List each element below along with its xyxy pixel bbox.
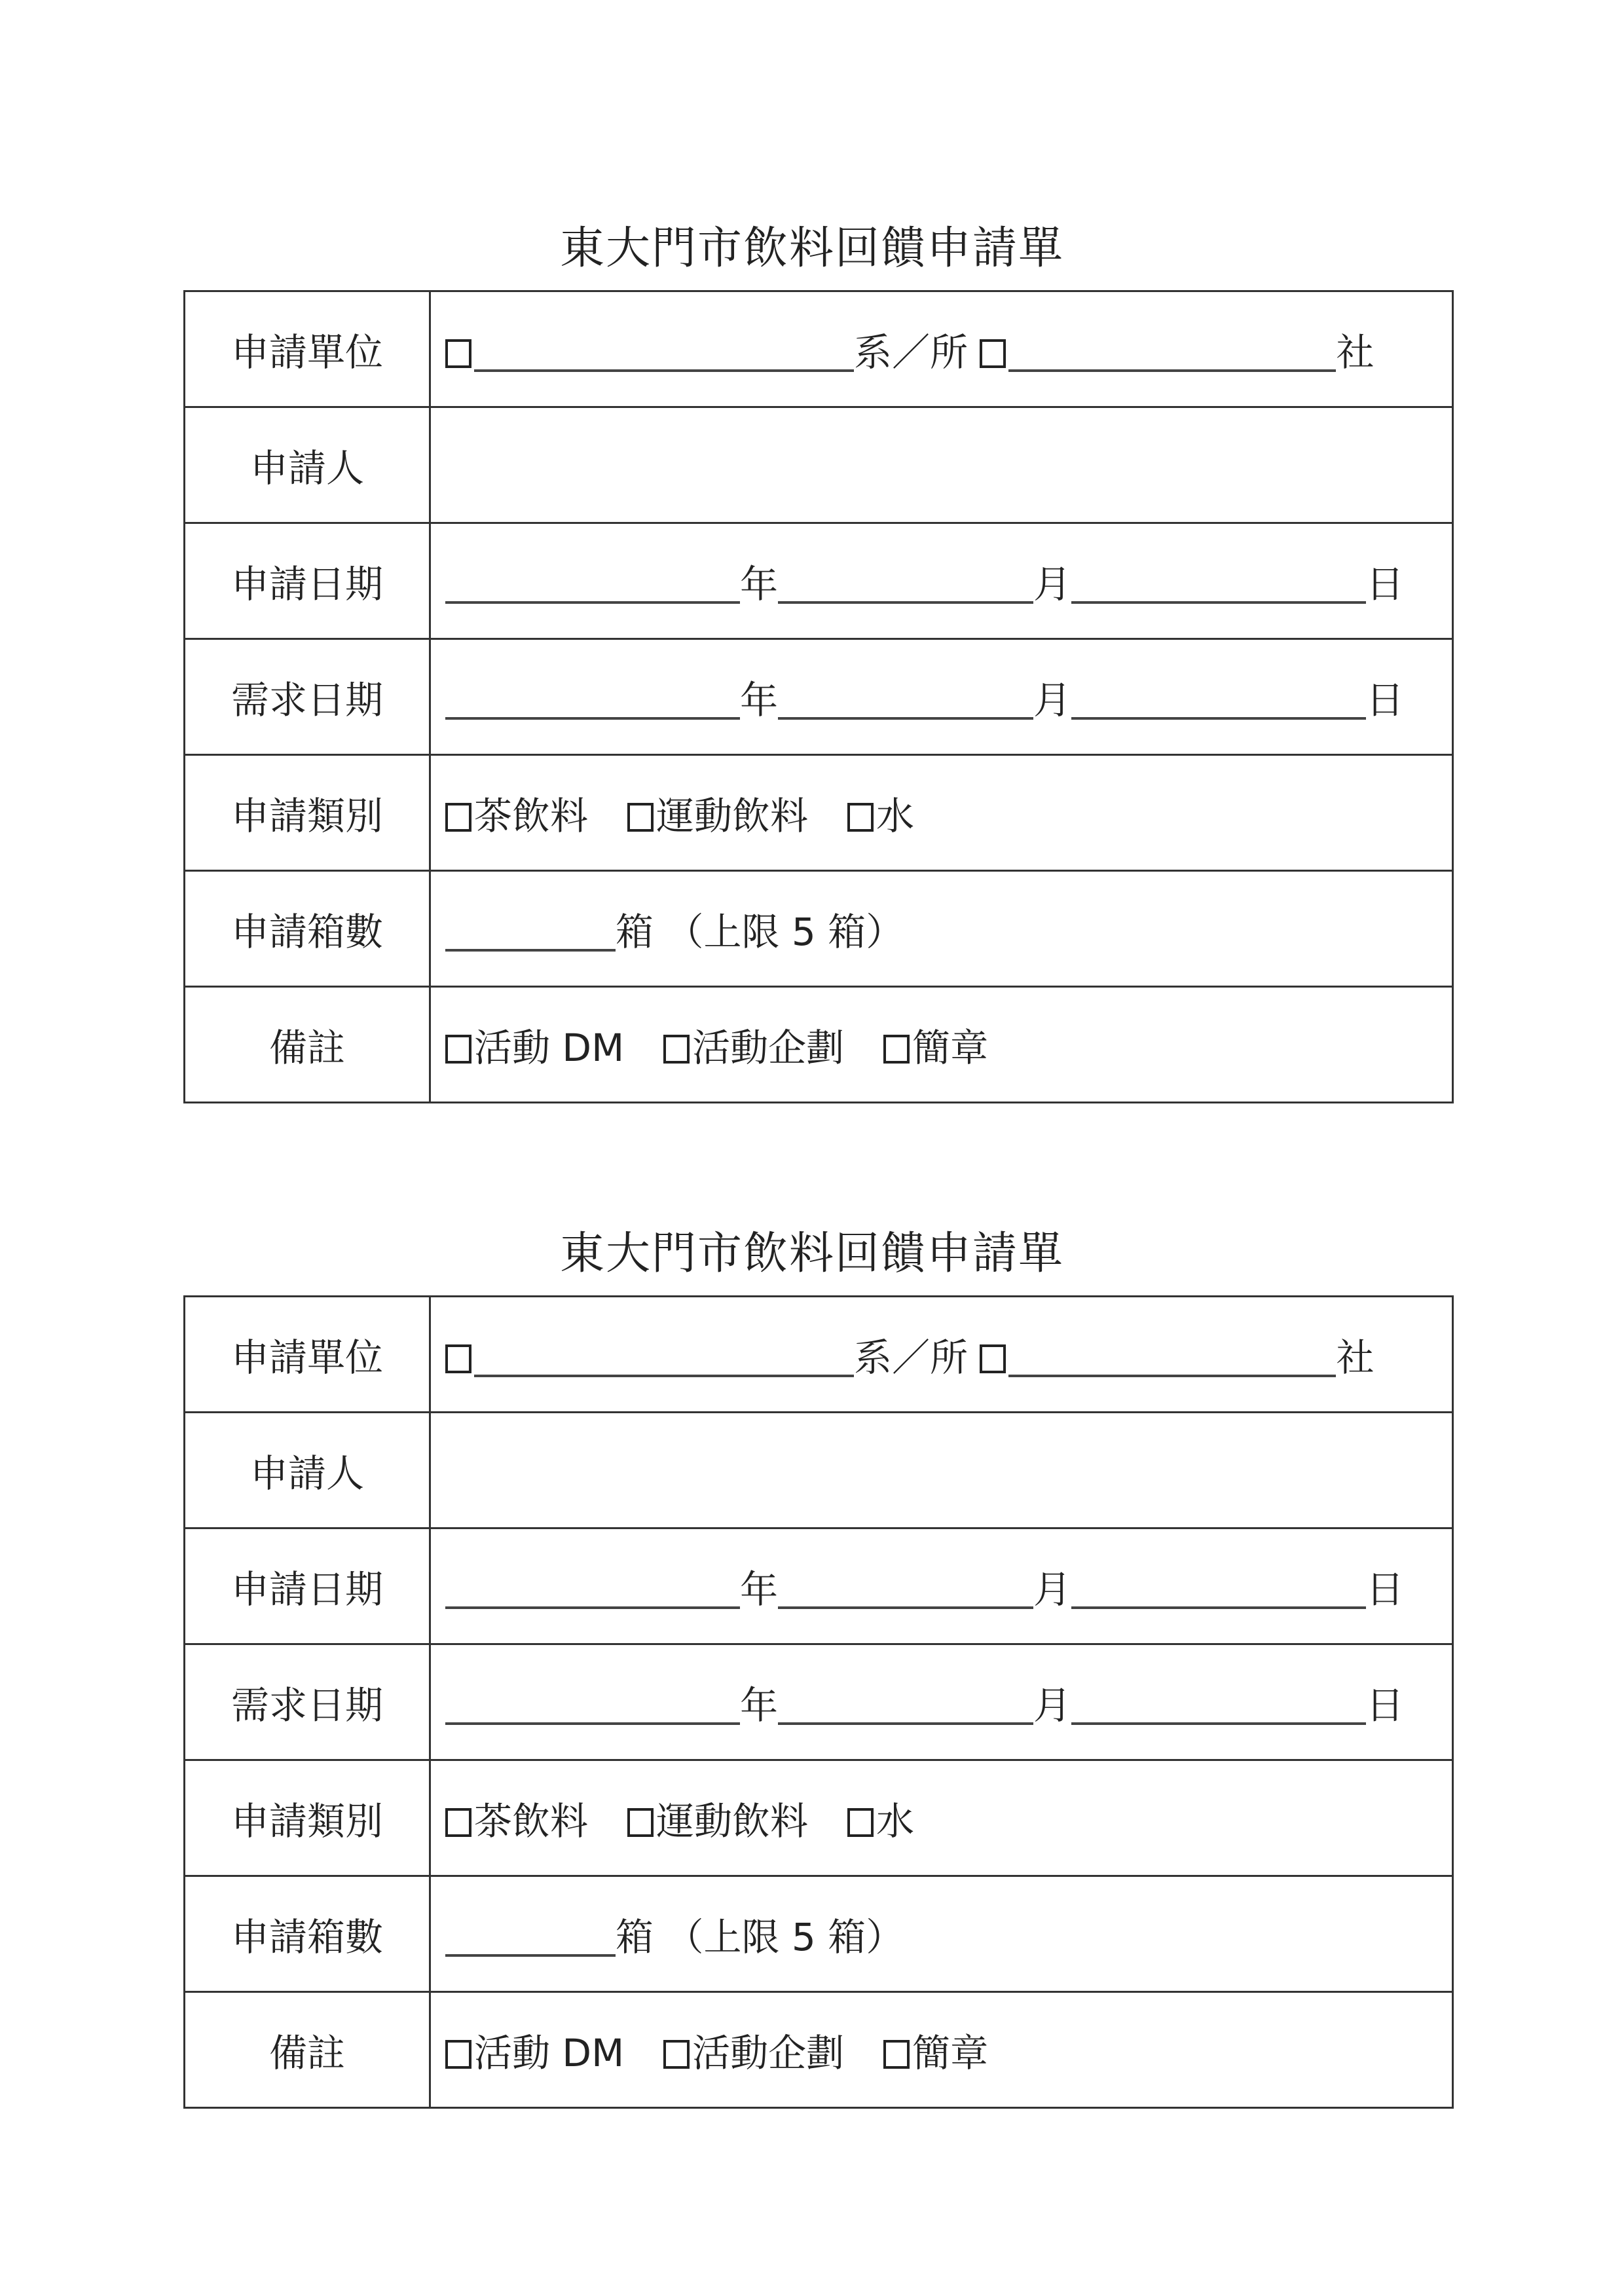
box-limit-note: （上限 5 箱） xyxy=(665,910,904,954)
brochure-label: 簡章 xyxy=(912,1026,989,1070)
tea-checkbox[interactable] xyxy=(445,1808,471,1837)
club-suffix: 社 xyxy=(1336,330,1375,375)
row-remarks xyxy=(185,1992,1453,2108)
brochure-checkbox[interactable] xyxy=(883,2040,910,2069)
club-suffix: 社 xyxy=(1336,1335,1375,1380)
club-checkbox[interactable] xyxy=(980,339,1006,368)
department-blank[interactable] xyxy=(474,1342,854,1377)
department-blank[interactable] xyxy=(474,337,854,372)
need-day-blank[interactable] xyxy=(1071,1690,1366,1725)
row-boxes xyxy=(185,871,1453,987)
applicant-label: 申請人 xyxy=(185,407,430,523)
tea-checkbox[interactable] xyxy=(445,803,471,832)
row-apply-date xyxy=(185,523,1453,639)
box-unit: 箱 xyxy=(616,910,654,954)
sports-drink-label: 運動飲料 xyxy=(656,1799,809,1843)
form-title: 東大門市飲料回饋申請單 xyxy=(559,223,1064,274)
applicant-label: 申請人 xyxy=(185,1413,430,1528)
event-plan-checkbox[interactable] xyxy=(663,1035,690,1064)
event-dm-checkbox[interactable] xyxy=(445,2040,471,2069)
applicant-field[interactable] xyxy=(430,1413,1453,1528)
club-blank[interactable] xyxy=(1008,1342,1336,1377)
water-label: 水 xyxy=(876,794,915,838)
dept-suffix: 系／所 xyxy=(854,330,969,375)
water-checkbox[interactable] xyxy=(847,803,874,832)
box-count-blank[interactable] xyxy=(445,916,616,952)
row-unit xyxy=(185,1297,1453,1413)
box-unit: 箱 xyxy=(616,1915,654,1959)
unit-label: 申請單位 xyxy=(185,1297,430,1413)
application-form-table xyxy=(183,290,1454,1103)
application-form-table xyxy=(183,1295,1454,2109)
month-label: 月 xyxy=(1033,678,1072,722)
month-label: 月 xyxy=(1033,1567,1072,1612)
club-checkbox[interactable] xyxy=(980,1344,1006,1373)
club-blank[interactable] xyxy=(1008,337,1336,372)
department-checkbox[interactable] xyxy=(445,339,471,368)
event-plan-label: 活動企劃 xyxy=(692,2031,845,2075)
need-month-blank[interactable] xyxy=(778,1690,1033,1725)
tea-label: 茶飲料 xyxy=(474,1799,589,1843)
row-need-date xyxy=(185,1644,1453,1760)
day-label: 日 xyxy=(1366,562,1405,606)
day-label: 日 xyxy=(1366,1683,1405,1728)
sports-drink-checkbox[interactable] xyxy=(627,1808,654,1837)
boxes-label: 申請箱數 xyxy=(185,871,430,987)
box-count-blank[interactable] xyxy=(445,1921,616,1957)
need-year-blank[interactable] xyxy=(445,1690,740,1725)
apply-month-blank[interactable] xyxy=(778,1574,1033,1609)
dept-suffix: 系／所 xyxy=(854,1335,969,1380)
year-label: 年 xyxy=(740,1683,779,1728)
apply-year-blank[interactable] xyxy=(445,1574,740,1609)
row-applicant xyxy=(185,407,1453,523)
brochure-checkbox[interactable] xyxy=(883,1035,910,1064)
need-date-label: 需求日期 xyxy=(185,639,430,755)
category-label: 申請類別 xyxy=(185,1760,430,1876)
row-boxes xyxy=(185,1876,1453,1992)
remarks-label: 備註 xyxy=(185,1992,430,2108)
row-remarks xyxy=(185,987,1453,1103)
brochure-label: 簡章 xyxy=(912,2031,989,2075)
year-label: 年 xyxy=(740,678,779,722)
month-label: 月 xyxy=(1033,562,1072,606)
event-plan-checkbox[interactable] xyxy=(663,2040,690,2069)
row-apply-date xyxy=(185,1528,1453,1644)
day-label: 日 xyxy=(1366,1567,1405,1612)
event-plan-label: 活動企劃 xyxy=(692,1026,845,1070)
day-label: 日 xyxy=(1366,678,1405,722)
form-title: 東大門市飲料回饋申請單 xyxy=(559,1228,1064,1280)
apply-date-label: 申請日期 xyxy=(185,523,430,639)
need-day-blank[interactable] xyxy=(1071,684,1366,720)
apply-year-blank[interactable] xyxy=(445,568,740,604)
need-date-label: 需求日期 xyxy=(185,1644,430,1760)
category-label: 申請類別 xyxy=(185,755,430,871)
sports-drink-label: 運動飲料 xyxy=(656,794,809,838)
sports-drink-checkbox[interactable] xyxy=(627,803,654,832)
row-category xyxy=(185,755,1453,871)
applicant-field[interactable] xyxy=(430,407,1453,523)
event-dm-checkbox[interactable] xyxy=(445,1035,471,1064)
water-checkbox[interactable] xyxy=(847,1808,874,1837)
month-label: 月 xyxy=(1033,1683,1072,1728)
row-unit xyxy=(185,291,1453,407)
apply-month-blank[interactable] xyxy=(778,568,1033,604)
row-need-date xyxy=(185,639,1453,755)
tea-label: 茶飲料 xyxy=(474,794,589,838)
remarks-label: 備註 xyxy=(185,987,430,1103)
year-label: 年 xyxy=(740,1567,779,1612)
apply-date-label: 申請日期 xyxy=(185,1528,430,1644)
event-dm-label: 活動 DM xyxy=(474,2031,625,2075)
unit-label: 申請單位 xyxy=(185,291,430,407)
water-label: 水 xyxy=(876,1799,915,1843)
box-limit-note: （上限 5 箱） xyxy=(665,1915,904,1959)
event-dm-label: 活動 DM xyxy=(474,1026,625,1070)
year-label: 年 xyxy=(740,562,779,606)
row-applicant xyxy=(185,1413,1453,1528)
apply-day-blank[interactable] xyxy=(1071,1574,1366,1609)
apply-day-blank[interactable] xyxy=(1071,568,1366,604)
department-checkbox[interactable] xyxy=(445,1344,471,1373)
need-month-blank[interactable] xyxy=(778,684,1033,720)
boxes-label: 申請箱數 xyxy=(185,1876,430,1992)
row-category xyxy=(185,1760,1453,1876)
need-year-blank[interactable] xyxy=(445,684,740,720)
